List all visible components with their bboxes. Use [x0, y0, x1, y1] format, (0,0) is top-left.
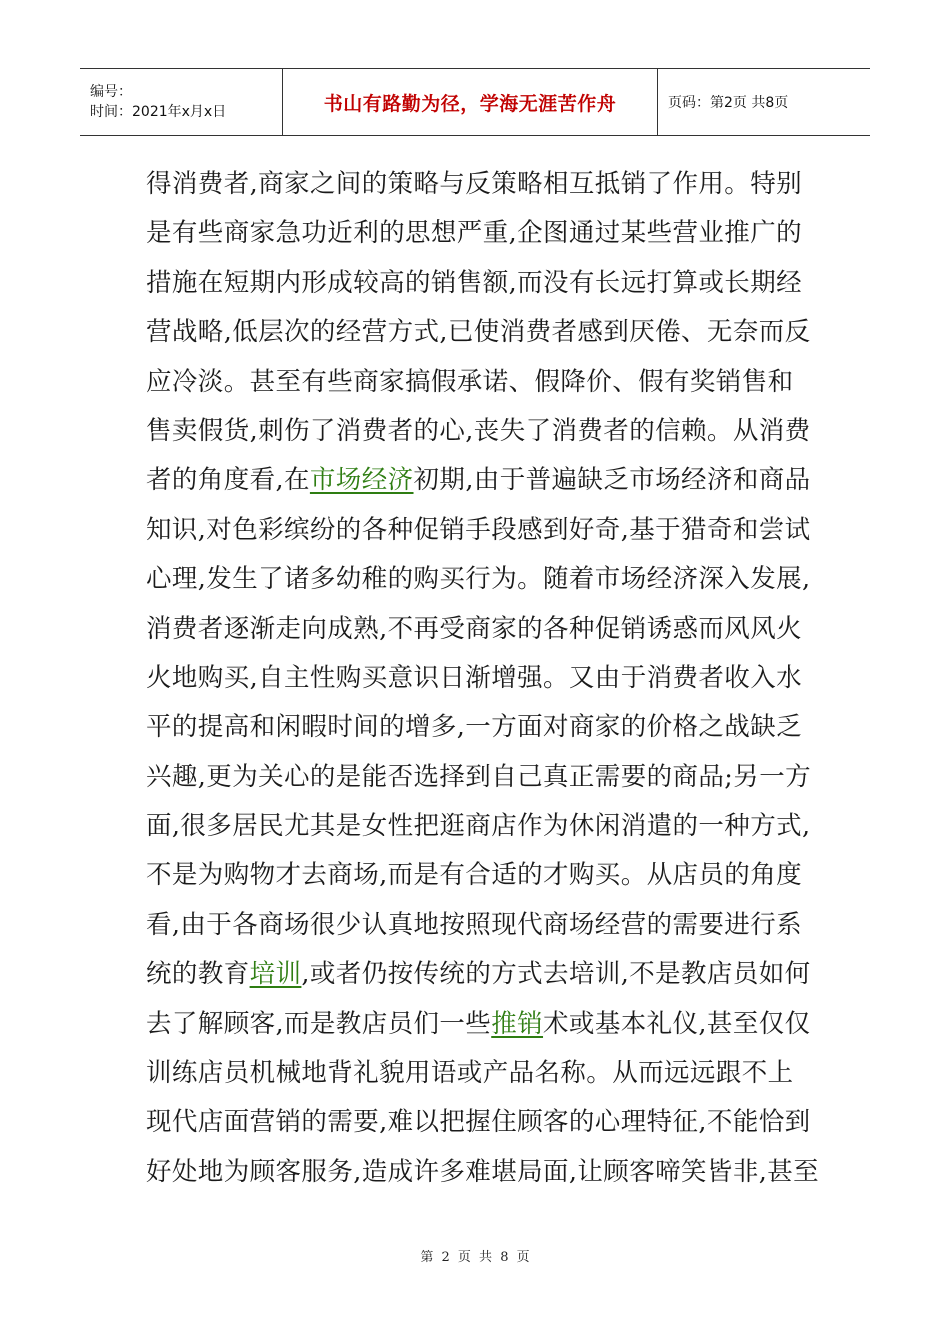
text-line: 措施在短期内形成较高的销售额,而没有长远打算或长期经 [146, 267, 803, 298]
text-segment: 去了解顾客,而是教店员们一些 [146, 1008, 492, 1039]
text-line: 平的提高和闲暇时间的增多,一方面对商家的价格之战缺乏 [146, 712, 803, 743]
text-line: 不是为购物才去商场,而是有合适的才购买。从店员的角度 [146, 860, 803, 891]
body-text [146, 160, 820, 1197]
header-page-cell [658, 69, 870, 135]
text-line: 是有些商家急功近利的思想严重,企图通过某些营业推广的 [146, 218, 803, 249]
text-segment: 者的角度看,在 [146, 465, 310, 496]
text-line: 好处地为顾客服务,造成许多难堪局面,让顾客啼笑皆非,甚至 [146, 1156, 820, 1187]
link-sales[interactable]: 推销 [491, 1008, 544, 1039]
header-motto: 书山有路勤为径，学海无涯苦作舟 [323, 92, 617, 115]
page-header [80, 68, 870, 136]
page-footer [0, 1246, 950, 1265]
text-line: 兴趣,更为关心的是能否选择到自己真正需要的商品;另一方 [146, 761, 811, 792]
header-meta-cell [80, 69, 283, 135]
text-segment: 术或基本礼仪,甚至仅仅 [543, 1008, 811, 1039]
text-line: 火地购买,自主性购买意识日渐增强。又由于消费者收入水 [146, 662, 803, 693]
text-line: 训练店员机械地背礼貌用语或产品名称。从而远远跟不上 [146, 1058, 794, 1089]
link-training[interactable]: 培训 [249, 959, 302, 990]
header-motto-cell [283, 69, 658, 135]
link-market-economy[interactable]: 市场经济 [309, 465, 414, 496]
text-line [146, 950, 811, 999]
text-line: 营战略,低层次的经营方式,已使消费者感到厌倦、无奈而反 [146, 317, 811, 348]
text-line: 售卖假货,刺伤了消费者的心,丧失了消费者的信赖。从消费 [146, 415, 811, 446]
text-line: 面,很多居民尤其是女性把逛商店作为休闲消遣的一种方式, [146, 811, 811, 842]
text-segment: 初期,由于普遍缺乏市场经济和商品 [413, 465, 811, 496]
document-time-label: 时间：2021年x月x日 [90, 104, 227, 120]
text-line: 应冷淡。甚至有些商家搞假承诺、假降价、假有奖销售和 [146, 366, 794, 397]
text-line: 消费者逐渐走向成熟,不再受商家的各种促销诱惑而风风火 [146, 613, 803, 644]
text-line: 看,由于各商场很少认真地按照现代商场经营的需要进行系 [146, 909, 803, 940]
text-line: 心理,发生了诸多幼稚的购买行为。随着市场经济深入发展, [146, 564, 811, 595]
text-line [146, 1000, 811, 1049]
text-segment: ,或者仍按传统的方式去培训,不是教店员如何 [301, 959, 811, 990]
text-line [146, 456, 811, 505]
text-line: 现代店面营销的需要,难以把握住顾客的心理特征,不能恰到 [146, 1107, 811, 1138]
text-line: 知识,对色彩缤纷的各种促销手段感到好奇,基于猎奇和尝试 [146, 514, 811, 545]
text-segment: 统的教育 [146, 959, 250, 990]
document-number-label: 编号： [90, 84, 132, 100]
text-line: 得消费者,商家之间的策略与反策略相互抵销了作用。特别 [146, 169, 803, 199]
footer-page-number: 第 2 页 共 8 页 [420, 1250, 530, 1265]
header-page-number: 页码：第2页 共8页 [668, 95, 789, 111]
